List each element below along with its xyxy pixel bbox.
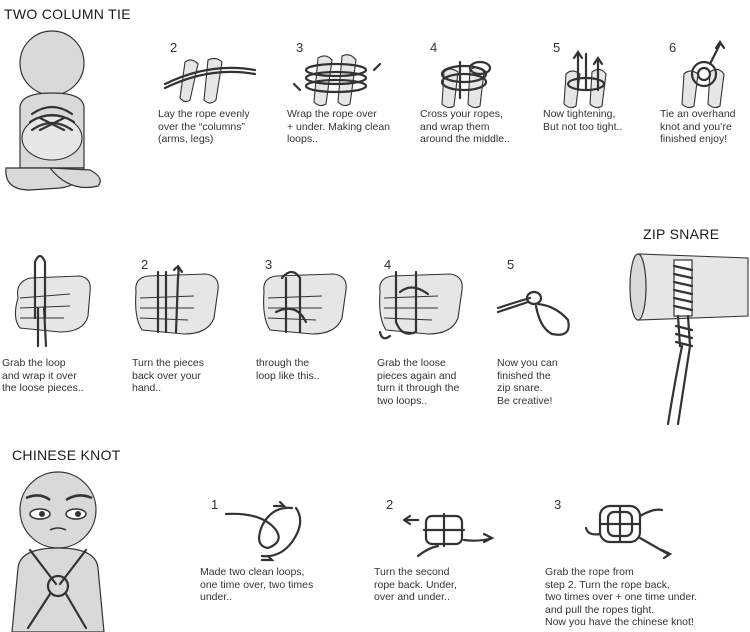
two-column-step-3-number: 3: [296, 40, 304, 55]
zip-snare-step-2-caption: Turn the pieces back over your hand..: [132, 357, 204, 394]
zip-snare-step-1-caption: Grab the loop and wrap it over the loose pieces..: [2, 357, 84, 394]
zip-snare-step-2-illustration: [128, 262, 228, 342]
two-column-step-6-number: 6: [669, 40, 677, 55]
two-column-step-3-caption: Wrap the rope over + under. Making clean loops..: [287, 108, 391, 145]
two-column-step-6-illustration: [676, 40, 746, 110]
chinese-knot-step-1-illustration: [222, 502, 312, 562]
two-column-step-2-illustration: [160, 52, 260, 107]
two-column-step-5-caption: Now tightening, But not too tight..: [543, 108, 623, 133]
zip-snare-step-1-illustration: [0, 248, 100, 348]
zip-snare-step-5-caption: Now you can finished the zip snare. Be creative!: [497, 357, 558, 407]
zip-snare-step-3-number: 3: [265, 257, 273, 272]
zip-snare-step-4-illustration: [372, 262, 472, 342]
zip-snare-step-5-number: 5: [507, 257, 515, 272]
chinese-knot-step-1-number: 1: [211, 497, 219, 512]
two-column-step-3-illustration: [290, 50, 390, 110]
chinese-knot-step-2-number: 2: [386, 497, 394, 512]
zip-snare-step-3-caption: through the loop like this..: [256, 357, 320, 382]
zip-snare-step-3-illustration: [256, 262, 356, 342]
chinese-knot-step-2-caption: Turn the second rope back. Under, over and under..: [374, 566, 457, 603]
chinese-knot-step-3-caption: Grab the rope from step 2. Turn the rope back, two times over + one time under. and pull the ropes tight. Now you have the chinese knot!: [545, 566, 698, 628]
two-column-tie-title: TWO COLUMN TIE: [4, 6, 131, 22]
two-column-figure: [0, 18, 110, 198]
two-column-step-6-caption: Tie an overhand knot and you’re finished enjoy!: [660, 108, 736, 145]
zip-snare-step-4-number: 4: [384, 257, 392, 272]
zip-snare-step-4-caption: Grab the loose pieces again and turn it through the two loops..: [377, 357, 460, 407]
chinese-knot-step-1-caption: Made two clean loops, one time over, two times under..: [200, 566, 314, 603]
zip-snare-step-2-number: 2: [141, 257, 149, 272]
chinese-knot-step-3-illustration: [578, 494, 678, 564]
zip-snare-title: ZIP SNARE: [643, 226, 720, 242]
two-column-step-4-illustration: [430, 52, 510, 110]
two-column-step-4-caption: Cross your ropes, and wrap them around the middle..: [420, 108, 510, 145]
zip-snare-step-5-illustration: [496, 286, 586, 342]
two-column-step-5-illustration: [558, 50, 628, 110]
chinese-knot-step-3-number: 3: [554, 497, 562, 512]
chinese-knot-step-2-illustration: [398, 500, 498, 562]
two-column-step-2-number: 2: [170, 40, 178, 55]
chinese-knot-figure: [0, 468, 120, 632]
two-column-step-4-number: 4: [430, 40, 438, 55]
chinese-knot-title: CHINESE KNOT: [12, 447, 121, 463]
zip-snare-final-illustration: [624, 246, 750, 426]
two-column-step-2-caption: Lay the rope evenly over the “columns” (arms, legs): [158, 108, 250, 145]
two-column-step-5-number: 5: [553, 40, 561, 55]
